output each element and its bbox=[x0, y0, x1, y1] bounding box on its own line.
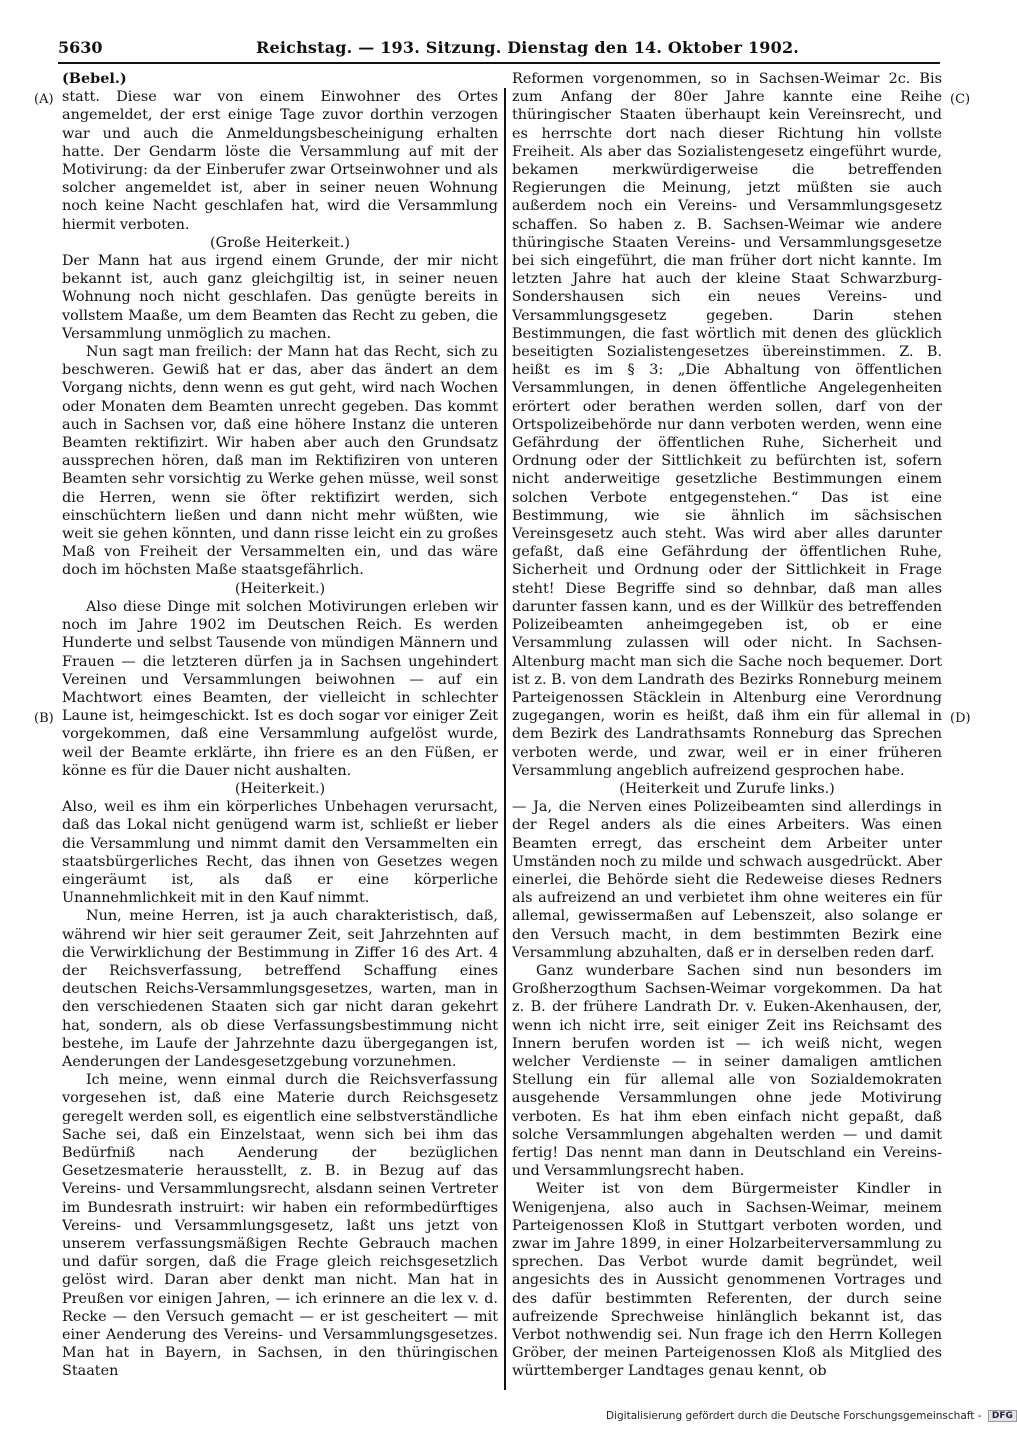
paragraph: Also diese Dinge mit solchen Motivirungen erleben wir noch im Jahre 1902 im Deutschen Reich. Es werden Hunderte und selbst Tausende von mündigen Männern und Frauen — die letzteren dürfen ja in Sachsen ungehindert Vereinen und Versammlungen beiwohnen — auf ein Machtwort eines Beamten, der vielleicht in schlechter Laune ist, heimgeschickt. Ist es doch sogar vor einiger Zeit vorgekommen, daß eine Versammlung aufgelöst wurde, weil der Beamte erklärte, ihn friere es an den Füßen, er könne es für die Dauer nicht aushalten. bbox=[62, 598, 498, 779]
paragraph: statt. Diese war von einem Einwohner des Ortes angemeldet, der erst einige Tage zuvor dorthin verzogen war und auch die Anmeldungsbescheinigung erhalten hatte. Der Gendarm löste die Versammlung auf mit der Motivirung: da der Einberufer zwar Ortseinwohner und als solcher angemeldet ist, aber in seiner neuen Wohnung noch keine Nacht geschlafen hat, wird die Versammlung hiermit verboten. bbox=[62, 89, 498, 233]
paragraph: Reformen vorgenommen, so in Sachsen-Weimar 2c. Bis zum Anfang der 80er Jahre kannte eine Reihe thüringischer Staaten überhaupt kein Vereinsrecht, und es herrschte dort nach dieser Richtung hin vollste Freiheit. Als aber das Sozialistengesetz eingeführt wurde, bekamen merkwürdigerweise die betreffenden Regierungen die Meinung, jetzt müßten sie auch außerdem noch ein Vereins- und Versammlungsgesetz schaffen. So haben z. B. Sachsen-Weimar wie andere thüringische Staaten Vereins- und Versammlungsgesetze bei sich eingeführt, die man früher dort nicht kannte. Im letzten Jahre hat auch der kleine Staat Schwarzburg-Sondershausen sich ein neues Vereins- und Versammlungsgesetz gegeben. Darin stehen Bestimmungen, die fast wörtlich mit denen des glücklich beseitigten Sozialistengesetzes übereinstimmen. Z. B. heißt es im § 3: „Die Abhaltung von öffentlichen Versammlungen, in denen öffentliche Angelegenheiten erörtert oder berathen werden sollen, darf von der Ortspolizeibehörde nur dann verboten werden, wenn eine Gefährdung der öffentlichen Ruhe, Sicherheit und Ordnung oder der Sittlichkeit zu befürchten ist, sofern nicht anderweitige gesetzliche Bestimmungen einem solchen Verbote entgegenstehen.“ Das ist eine Bestimmung, wie sie ähnlich im sächsischen Vereinsgesetz auch steht. Was wird aber alles darunter gefaßt, daß eine Gefährdung der öffentlichen Ruhe, Sicherheit und Ordnung oder der Sittlichkeit in Frage steht! Diese Begriffe sind so dehnbar, daß man alles darunter fassen kann, und es der Willkür des betreffenden Polizeibeamten anheimgegeben ist, ob er eine Versammlung zulassen will oder nicht. In Sachsen-Altenburg macht man sich die Sache noch bequemer. Dort ist z. B. von dem Landrath des Bezirks Ronneburg meinem Parteigenossen Stäcklein in Altenburg eine Verordnung zugegangen, worin es heißt, daß ihm ein für allemal in dem Bezirk des Landrathsamts Ronneburg das Sprechen verboten werde, und zwar, weil er in einer früheren Versammlung angeblich aufreizend gesprochen habe. bbox=[512, 71, 942, 779]
dfg-logo: DFG bbox=[988, 1410, 1017, 1422]
column-divider bbox=[504, 88, 506, 1390]
interjection: (Große Heiterkeit.) bbox=[209, 234, 350, 251]
margin-mark-b: (B) bbox=[34, 711, 54, 726]
interjection: (Heiterkeit.) bbox=[234, 580, 326, 597]
header-rule bbox=[58, 62, 940, 64]
footer-text: Digitalisierung gefördert durch die Deutsche Forschungsgemeinschaft - bbox=[606, 1410, 982, 1422]
page-title: Reichstag. — 193. Sitzung. Dienstag den 14. Oktober 1902. bbox=[256, 38, 800, 57]
paragraph: — Ja, die Nerven eines Polizeibeamten sind allerdings in der Regel anders als die eines Arbeiters. Was einen Beamten erregt, das erscheint dem Arbeiter unter Umständen noch zu milde und schwach ausgedrückt. Aber einerlei, die Behörde sieht die Redeweise dieses Redners als aufreizend an und verbietet ihm ohne weiteres ein für allemal, gewissermaßen auf Lebenszeit, also solange er den Versuch macht, in dem bestimmten Bezirk eine Versammlung abzuhalten, daß er in derselben reden darf. bbox=[512, 799, 942, 961]
paragraph: Ich meine, wenn einmal durch die Reichsverfassung vorgesehen ist, daß eine Materie durch Reichsgesetz geregelt werden soll, es eigentlich eine selbstverständliche Sache sei, daß ein Einzelstaat, wenn sich bei ihm das Bedürfniß nach Aenderung der bezüglichen Gesetzesmaterie herausstellt, z. B. in Bezug auf das Vereins- und Versammlungsrecht, alsdann seinen Vertreter im Bundesrath instruirt: wir haben ein reformbedürftiges Vereins- und Versammlungsgesetz, laßt uns jetzt von unserem verfassungsmäßigen Rechte Gebrauch machen und dafür sorgen, daß die Frage gleich reichsgesetzlich gelöst wird. Daran aber denkt man nicht. Man hat in Preußen vor einigen Jahren, — ich erinnere an die lex v. d. Recke — den Versuch gemacht — er ist gescheitert — mit einer Aenderung des Vereins- und Versammlungsgesetzes. Man hat in Bayern, in Sachsen, in den thüringischen Staaten bbox=[62, 1072, 498, 1380]
right-column bbox=[512, 70, 942, 1381]
interjection: (Heiterkeit und Zurufe links.) bbox=[619, 780, 835, 797]
paragraph: Ganz wunderbare Sachen sind nun besonders im Großherzogthum Sachsen-Weimar vorgekommen. Da hat z. B. der frühere Landrath Dr. v. Euken-Akenhausen, der, wenn ich nicht irre, seit einiger Zeit ins Reichsamt des Innern berufen worden ist — ich weiß nicht, wegen welcher Verdienste — in seiner damaligen amtlichen Stellung ein für allemal alle von Sozialdemokraten ausgehende Versammlungen ohne jede Motivirung verboten. Es hat ihm eben einfach nicht gepaßt, daß solche Versammlungen abgehalten werden — und damit fertig! Das nennt man dann in Deutschland ein Vereins- und Versammlungsrecht haben. bbox=[512, 962, 942, 1180]
left-column bbox=[62, 70, 498, 1381]
margin-mark-c: (C) bbox=[950, 92, 971, 107]
interjection: (Heiterkeit.) bbox=[234, 780, 326, 797]
paragraph: Der Mann hat aus irgend einem Grunde, der mir nicht bekannt ist, auch ganz gleichgiltig ist, in seiner neuen Wohnung noch nicht geschlafen. Das genügte bereits in vollstem Maaße, um dem Beamten das Recht zu geben, die Versammlung unmöglich zu machen. bbox=[62, 253, 498, 342]
page-number: 5630 bbox=[58, 38, 103, 57]
margin-mark-a: (A) bbox=[34, 92, 54, 107]
page-header bbox=[58, 38, 940, 62]
margin-mark-d: (D) bbox=[950, 711, 971, 726]
speaker-label: (Bebel.) bbox=[62, 70, 127, 87]
paragraph: Nun sagt man freilich: der Mann hat das Recht, sich zu beschweren. Gewiß hat er das, aber das ändert an dem Vorgang nichts, denn wenn es gut geht, wird nach Wochen oder Monaten dem Beamten unrecht gegeben. Das kommt auch in Sachsen vor, daß eine höhere Instanz die unteren Beamten rektifizirt. Wir haben aber auch den Grundsatz aussprechen hören, daß man im Rektifiziren von unteren Beamten sehr vorsichtig zu Werke gehen müsse, weil sonst die Herren, wenn sie öfter rektifizirt werden, sich einschüchtern ließen und dann nicht mehr wüßten, wie weit sie gehen könnten, und dann risse leicht ein zu großes Maß von Freiheit der Versammelten ein, und das wäre doch im höchsten Maße staatsgefährlich. bbox=[62, 344, 498, 579]
paragraph: Weiter ist von dem Bürgermeister Kindler in Wenigenjena, also auch in Sachsen-Weimar, meinem Parteigenossen Kloß in Stuttgart verboten worden, und zwar im Jahre 1899, in einer Holzarbeiterversammlung zu sprechen. Das Verbot wurde damit begründet, weil angesichts des in Aussicht genommenen Vortrages und des dafür bestimmten Referenten, der durch seine aufreizende Sprechweise hinlänglich bekannt ist, das Verbot nothwendig sei. Nun frage ich den Herrn Kollegen Gröber, der meinen Parteigenossen Kloß als Mitglied des württemberger Landtages genau kennt, ob bbox=[512, 1181, 942, 1380]
paragraph: Nun, meine Herren, ist ja auch charakteristisch, daß, während wir hier seit geraumer Zeit, seit Jahrzehnten auf die Verwirklichung der Bestimmung in Ziffer 16 des Art. 4 der Reichsverfassung, betreffend Schaffung eines deutschen Reichs-Versammlungsgesetzes, warten, man in den verschiedenen Staaten sich gar nicht daran gekehrt hat, sondern, als ob diese Verfassungsbestimmung nicht bestehe, im Laufe der Jahrzehnte dazu übergegangen ist, Aenderungen der Landesgesetzgebung vorzunehmen. bbox=[62, 908, 498, 1070]
digitization-credit bbox=[606, 1410, 1013, 1426]
paragraph: Also, weil es ihm ein körperliches Unbehagen verursacht, daß das Lokal nicht genügend warm ist, schließt er lieber die Versammlung und nimmt damit den Versammelten ein staatsbürgerliches Recht, das ihnen von Gesetzes wegen eingeräumt ist, als daß er eine körperliche Unannehmlichkeit mit in den Kauf nimmt. bbox=[62, 799, 498, 907]
